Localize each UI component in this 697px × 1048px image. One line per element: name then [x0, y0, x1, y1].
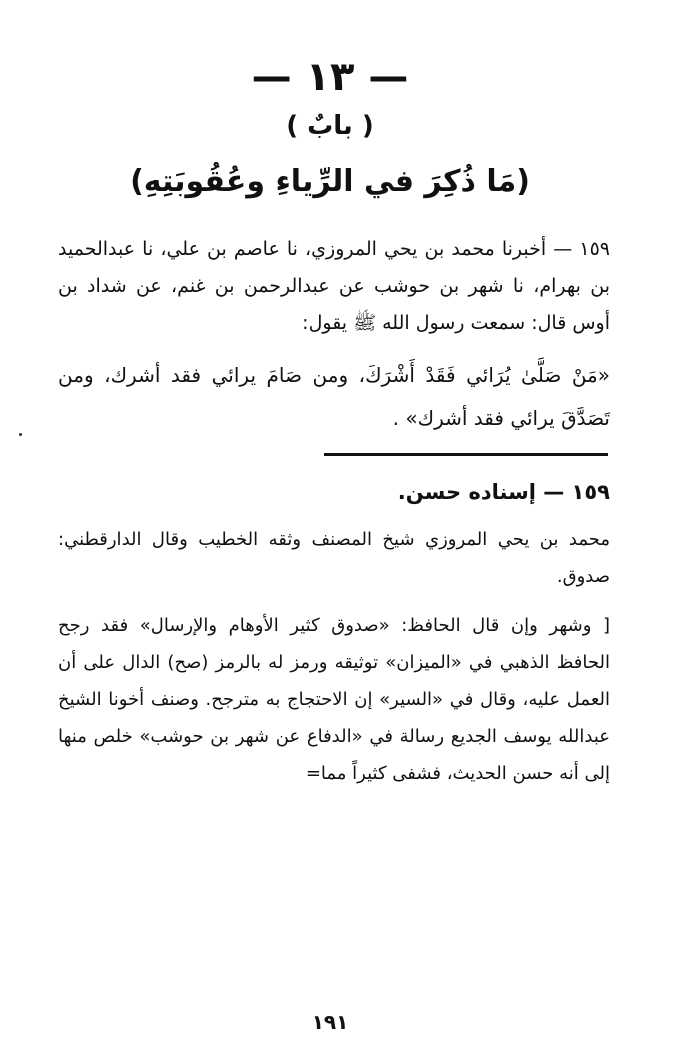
chapter-title: (مَا ذُكِرَ في الرِّياءِ وعُقُوبَتِهِ)	[130, 164, 530, 199]
chapter-label: ( بابٌ )	[286, 111, 374, 141]
hadith-matn: «مَنْ صَلَّىٰ يُرَائي فَقَدْ أَشْرَكَ، ومن صَامَ يرائي فقد أشرك، ومن تَصَدَّقَ يرائي فقد أشرك» .	[58, 363, 610, 430]
note-heading: ١٥٩ — إسناده حسن.	[397, 480, 610, 504]
footnote-divider	[324, 453, 608, 456]
chapter-number: — ١٣ —	[251, 54, 409, 100]
page-number: ١٩١	[311, 1010, 349, 1034]
hadith-isnad: ١٥٩ — أخبرنا محمد بن يحي المروزي، نا عاصم بن علي، نا عبدالحميد بن بهرام، نا شهر بن حوشب عن عبدالرحمن بن غنم، عن شداد بن أوس قال: سمعت رسول الله ﷺ يقول:	[58, 238, 610, 334]
note-paragraph-narrator: محمد بن يحي المروزي شيخ المصنف وثقه الخطيب وقال الدارقطني: صدوق.	[58, 529, 610, 587]
note-paragraph-shahr: [ وشهر وإن قال الحافظ: «صدوق كثير الأوهام والإرسال» فقد رجح الحافظ الذهبي في «الميزان» توثيقه ورمز له بالرمز (صح) الدال على أن العمل عليه، وقال في «السير» إن الاحتجاج به مترجح. وصنف أخونا الشيخ عبدالله يوسف الجديع رسالة في «الدفاع عن شهر بن حوشب» خلص منها إلى أنه حسن الحديث، فشفى كثيراً مما=	[58, 615, 610, 784]
margin-speck	[19, 433, 22, 436]
